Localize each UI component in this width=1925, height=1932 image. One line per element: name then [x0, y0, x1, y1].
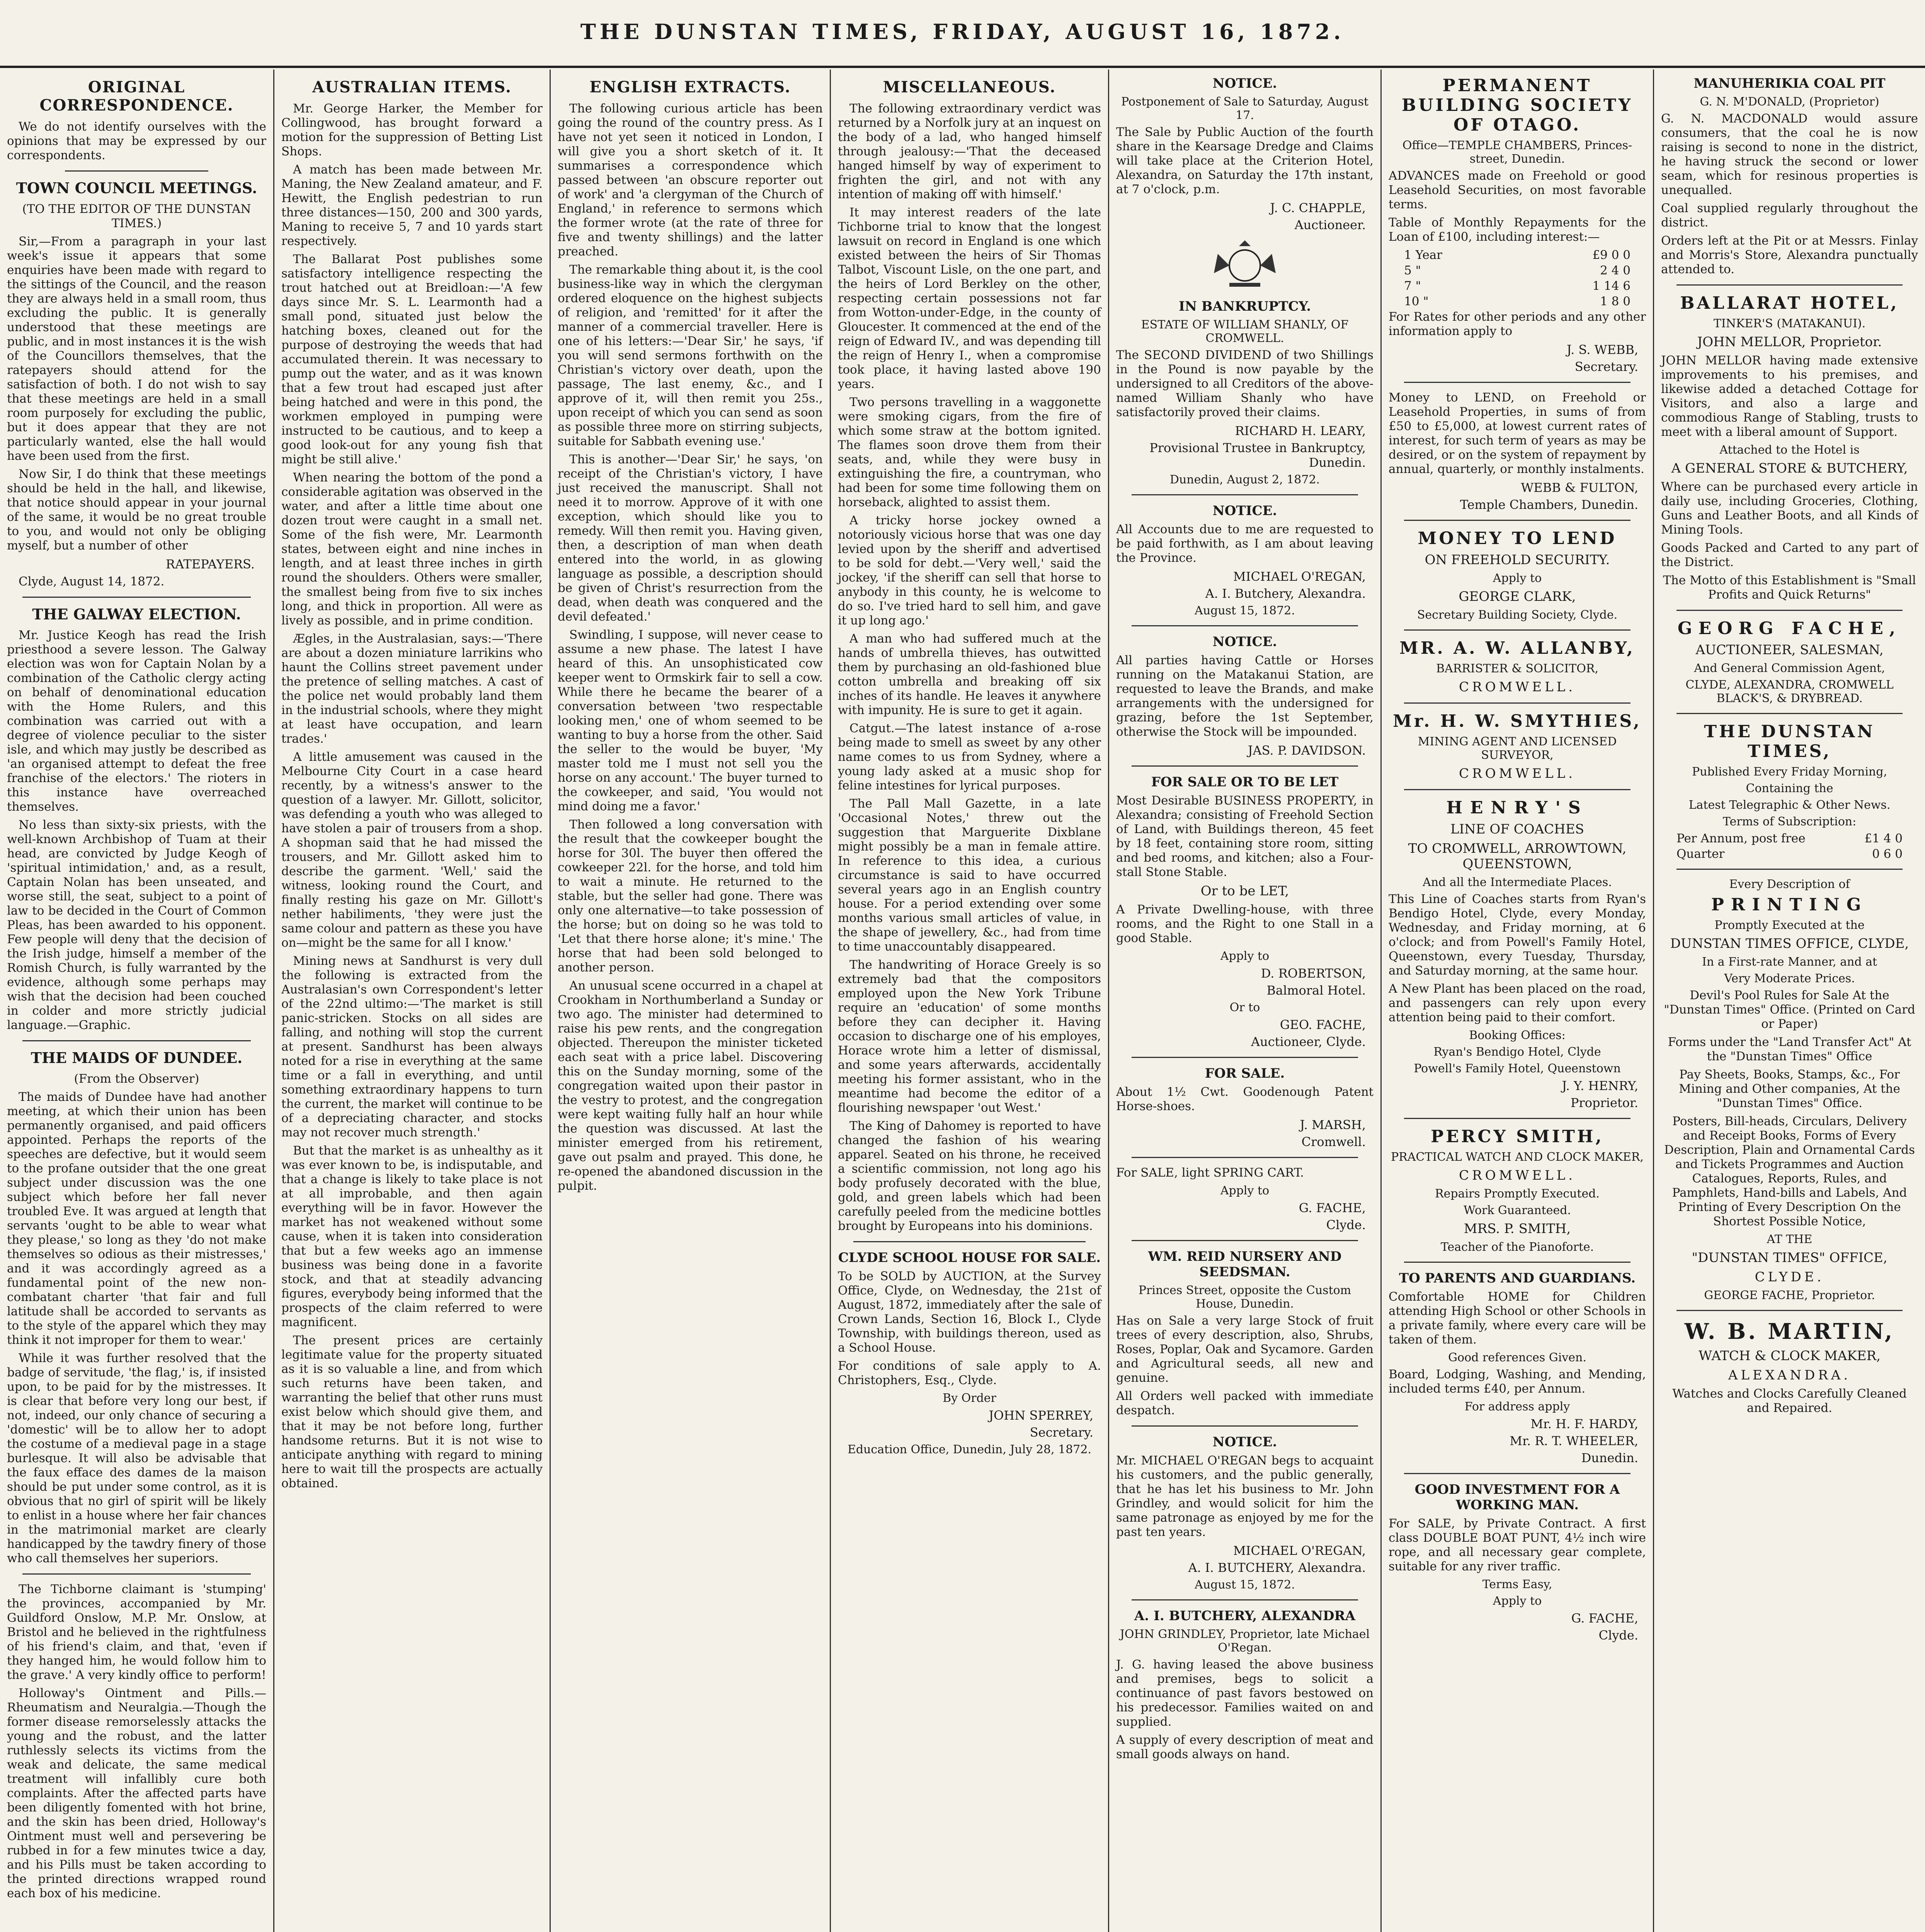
ad-role: Secretary.: [1030, 1425, 1093, 1440]
divider: [1677, 869, 1903, 870]
royal-crest-icon: [1206, 238, 1283, 293]
ad-signature: GEORGE CLARK,: [1459, 589, 1576, 604]
ad-text: Where can be purchased every article in daily use, including Groceries, Clothing, Guns and Leather Boots, and all Kinds of Mining Tools.: [1661, 480, 1918, 537]
divider: [65, 170, 208, 172]
ad-role: A. I. Butchery, Alexandra.: [1205, 586, 1366, 601]
article-paragraph: The handwriting of Horace Greely is so extremely bad that the compositors employed upon the New York Tribune require an 'education' of some months before they can decipher it. Having occasion to discharge one of his employes, Horace wrote him a letter of dismissal, and some years afterwards, accidentally meeting his former assistant, who in the meantime had become the editor of a flourishing newspaper 'out West.': [838, 958, 1101, 1115]
ad-signature: J. Y. HENRY,: [1562, 1078, 1638, 1093]
ad-parents-guardians: [1389, 1270, 1646, 1465]
ad-subheading: JOHN GRINDLEY, Proprietor, late Michael O'Regan.: [1120, 1628, 1370, 1655]
ad-location: CROMWELL.: [1459, 1168, 1576, 1183]
article-paragraph: Sir,—From a paragraph in your last week's issue it appears that some enquiries have been made with regard to the sittings of the Council, and the reason they are always held in a small room, thus excluding the public. It is generally understood that these meetings are public, and in most instances it is the wish of the Councillors themselves, that the ratepayers should attend for the satisfaction of both. I do not wish to say that these meetings are held in a small room purposely for excluding the public, but it does appear that they are not particularly wanted, else the hall would have been used from the first.: [7, 235, 266, 463]
ad-heading: HENRY'S: [1446, 798, 1588, 818]
ad-apply: Apply to: [1493, 1594, 1542, 1608]
ad-signature: G. FACHE,: [1571, 1611, 1638, 1626]
ad-wm-reid-nursery: [1116, 1249, 1374, 1418]
divider: [1404, 1473, 1631, 1474]
column-4: [831, 70, 1109, 1932]
ad-subheading: TO CROMWELL, ARROWTOWN, QUEENSTOWN,: [1408, 841, 1627, 872]
ad-heading: NOTICE.: [1212, 76, 1277, 91]
article-paragraph: The following curious article has been going the round of the country press. As I have not yet seen it noticed in London, I will give you a short sketch of it. It summarises a correspondence which passed between 'an obscure reporter out of work' and 'a clergyman of the Church of England,' in reference to sermons which the former wrote (at the rate of three for five and twenty shillings) and the latter preached.: [558, 102, 823, 259]
repayment-row: 5 " 2 4 0: [1404, 264, 1631, 277]
ad-signature: G. FACHE,: [1299, 1201, 1366, 1215]
ad-date: Dunedin, August 2, 1872.: [1169, 473, 1320, 486]
article-paragraph: No less than sixty-six priests, with the well-known Archbishop of Tuam at their head, are convicted by Judge Keogh of 'spiritual intimidation,' and, as a result, Captain Nolan has been unseated, and worse still, the seat, subject to a point of law to be decided in the Court of Common Pleas, has been awarded to his opponent. Few people will deny that the decision of the Irish judge, himself a member of the Romish Church, is fully warranted by the evidence, although some perhaps may wish that the decision had been couched in colder and more strictly judicial language.—Graphic.: [7, 818, 266, 1032]
ad-for-sale-horseshoes: [1116, 1066, 1374, 1149]
ad-subheading: Princes Street, opposite the Custom House, Dunedin.: [1138, 1284, 1351, 1311]
ad-allanby: [1389, 638, 1646, 695]
divider: [1404, 1262, 1631, 1263]
ad-for-sale-or-let: [1116, 774, 1374, 1049]
divider: [1404, 789, 1631, 790]
ad-subheading: AUCTIONEER, SALESMAN,: [1695, 642, 1884, 658]
ad-heading: PERMANENT BUILDING SOCIETY OF OTAGO.: [1401, 76, 1633, 135]
ad-smythies: [1389, 711, 1646, 781]
ad-location: Clyde.: [1326, 1218, 1366, 1232]
ad-text: Mr. MICHAEL O'REGAN begs to acquaint his customers, and the public generally, that he has let his business to Mr. John Grindley, and would solicit for him the same patronage as enjoyed by me for the past ten years.: [1116, 1454, 1374, 1539]
divider: [1677, 713, 1903, 714]
ad-signature: Mr. R. T. WHEELER,: [1510, 1434, 1638, 1448]
divider: [1404, 382, 1631, 383]
article-paragraph: The Pall Mall Gazette, in a late 'Occasional Notes,' threw out the suggestion that Marguerite Dixblane might possibly be a man in female attire. In reference to this idea, a curious circumstance is said to have occurred several years ago in an English country house. For a period extending over some months various small articles of value, in the shape of jewellery, &c., had from time to time unaccountably disappeared.: [838, 797, 1101, 954]
ad-text: Posters, Bill-heads, Circulars, Delivery and Receipt Books, Forms of Every Description, Plain and Ornamental Cards and Tickets Programmes and Auction Catalogues, Reports, Rules, and Pamphlets, Hand-bills and Labels, And Printing of Every Description On the Shortest Possible Notice,: [1664, 1114, 1915, 1228]
ad-text: JOHN MELLOR having made extensive improvements to his premises, and likewise added a detached Cottage for Visitors, and also a large and commodious Range of Stabling, trusts to meet with a liberal amount of Support.: [1661, 354, 1918, 439]
ad-subheading: Or to be LET,: [1200, 883, 1289, 899]
ad-text: Good references Given.: [1448, 1351, 1586, 1364]
heading-english-extracts: ENGLISH EXTRACTS.: [589, 78, 791, 96]
ad-role: Secretary.: [1574, 359, 1638, 374]
heading-miscellaneous: MISCELLANEOUS.: [883, 78, 1056, 96]
repayment-row: 1 Year £9 0 0: [1404, 248, 1631, 262]
repayment-row: 7 " 1 14 6: [1404, 279, 1631, 293]
ad-text: The Sale by Public Auction of the fourth share in the Kearsage Dredge and Claims will take place at the Criterion Hotel, Alexandra, on Saturday the 17th instant, at 7 o'clock, p.m.: [1116, 125, 1374, 196]
ad-percy-smith: [1389, 1127, 1646, 1254]
ad-ballarat-hotel: [1661, 293, 1918, 602]
ad-manuherikia-coal: [1661, 76, 1918, 277]
ad-location: Temple Chambers, Dunedin.: [1460, 497, 1638, 512]
divider: [1132, 1425, 1358, 1427]
ad-location: Education Office, Dunedin, July 28, 1872.: [847, 1443, 1091, 1456]
divider: [22, 597, 251, 598]
article-paragraph: Two persons travelling in a waggonette were smoking cigars, from the fire of which some straw at the bottom ignited. The flames soon drove them from their seats, and, while they were busy in extinguishing the fire, a countryman, who had been for some time following them on horseback, alighted to assist them.: [838, 395, 1101, 509]
article-paragraph: Holloway's Ointment and Pills.—Rheumatism and Neuralgia.—Though the former disease remorselessly attacks the young and the robust, and the latter ruthlessly selects its victims from the weak and delicate, the same medical treatment will infallibly cure both complaints. After the affected parts have been diligently fomented with hot brine, and the skin has been dried, Holloway's Ointment must well and persevering be rubbed in for a few minutes twice a day, and his Pills must be taken according to the printed directions wrapped round each box of his medicine.: [7, 1686, 266, 1900]
divider: [1677, 284, 1903, 286]
ad-text: J. G. having leased the above business and premises, begs to solicit a continuance of past favors bestowed on his predecessor. Families waited on and supplied.: [1116, 1658, 1374, 1729]
ad-text: For SALE, light SPRING CART.: [1116, 1166, 1304, 1180]
ad-text: A New Plant has been placed on the road, and passengers can rely upon every attention being paid to their comfort.: [1389, 982, 1646, 1024]
divider: [1404, 629, 1631, 631]
ad-role: A. I. BUTCHERY, Alexandra.: [1188, 1560, 1366, 1575]
ad-subheading: MINING AGENT AND LICENSED SURVEYOR,: [1418, 735, 1617, 762]
ad-signature: J. C. CHAPPLE,: [1270, 201, 1366, 215]
article-paragraph: Mining news at Sandhurst is very dull the following is extracted from the Australasian's own Correspondent's letter of the 22nd ultimo:—'The market is still panic-stricken. Stocks on all sides are falling, and nothing will stop the current at present. Sandhurst has been always noted for a rise in everything at the same time or a fall in everything, and until something extraordinary happens to turn the current, the market will continue to be of a depreciating character, and stocks may not recover much strength.': [281, 954, 543, 1139]
ad-subheading: And General Commission Agent,: [1694, 662, 1885, 675]
ad-text: Watches and Clocks Carefully Cleaned and Repaired.: [1672, 1387, 1907, 1415]
ad-location: Dunedin.: [1581, 1451, 1638, 1465]
ad-terms: Terms Easy,: [1482, 1578, 1552, 1591]
ad-heading: FOR SALE.: [1205, 1066, 1285, 1081]
article-paragraph: A little amusement was caused in the Melbourne City Court in a case heard recently, by a witness's answer to the question of a lawyer. Mr. Gillott, solicitor, was defending a youth who was alleged to have stolen a pair of trousers from a shop. A shopman said that he had missed the trousers, and Mr. Gillott asked him to describe the garment. 'Well,' said the witness, looking round the Court, and finally resting his gaze on Mr. Gillott's nether habiliments, 'they were just the same colour and pattern as these you have on—might be the same for all I know.': [281, 750, 543, 950]
ad-heading: GEORG FACHE,: [1677, 619, 1902, 638]
ad-subheading: Containing the: [1746, 782, 1833, 795]
article-paragraph: Then followed a long conversation with the result that the cowkeeper bought the horse for 30l. The buyer then offered the cowkeeper 22l. for the horse, and told him to wait a minute. He returned to the stable, but the seller had gone. There was only one alternative—to take possession of the horse; but on doing so he was told to 'Let that there horse alone; it's mine.' The horse that had been sold belonged to another person.: [558, 818, 823, 975]
divider: [1404, 702, 1631, 704]
ad-heading: THE DUNSTAN TIMES,: [1704, 722, 1875, 761]
ad-heading: PRINTING: [1711, 895, 1868, 915]
ad-subheading: ESTATE OF WILLIAM SHANLY, OF CROMWELL.: [1141, 318, 1349, 345]
ad-notice-postponement: [1116, 76, 1374, 232]
ad-role: Secretary Building Society, Clyde.: [1417, 608, 1618, 622]
ad-henrys-coaches: [1389, 798, 1646, 1110]
ad-text: Powell's Family Hotel, Queenstown: [1414, 1062, 1621, 1075]
ad-heading: NOTICE.: [1212, 1434, 1277, 1450]
ad-text: Repairs Promptly Executed.: [1435, 1187, 1600, 1201]
ad-location: CROMWELL.: [1459, 766, 1576, 781]
subscription-row: Quarter 0 6 0: [1677, 847, 1903, 861]
divider: [853, 1241, 1086, 1242]
article-paragraph: But that the market is as unhealthy as it was ever known to be, is indisputable, and that a change is likely to take place is not at all improbable, and then again everything will be in favor. However the market has not weakened without some cause, when it is taken into consideration that but a few weeks ago an immense business was being done in a favorite stock, and that at steadily advancing figures, everybody being informed that the prospects of the claim referred to were magnificent.: [281, 1144, 543, 1329]
divider: [1132, 625, 1358, 626]
ad-subheading: A GENERAL STORE & BUTCHERY,: [1671, 461, 1908, 476]
heading-town-council: TOWN COUNCIL MEETINGS.: [16, 179, 257, 197]
column-5: [1109, 70, 1382, 1932]
ad-signature: MRS. P. SMITH,: [1464, 1221, 1571, 1236]
ad-signature: WEBB & FULTON,: [1521, 480, 1638, 495]
ad-subheading: PRACTICAL WATCH AND CLOCK MAKER,: [1391, 1150, 1644, 1164]
ad-text: The SECOND DIVIDEND of two Shillings in the Pound is now payable by the undersigned to all Creditors of the above-named William Shanly who have satisfactorily proved their claims.: [1116, 348, 1374, 419]
ad-printing: [1661, 878, 1918, 1302]
divider: [1132, 494, 1358, 495]
ad-text: Coal supplied regularly throughout the district.: [1661, 201, 1918, 230]
ad-signature: D. ROBERTSON,: [1261, 966, 1366, 981]
ad-location: CLYDE, ALEXANDRA, CROMWELL BLACK'S, & DRYBREAD.: [1685, 678, 1894, 705]
divider: [1677, 610, 1903, 611]
ad-text: All Accounts due to me are requested to be paid forthwith, as I am about leaving the Province.: [1116, 522, 1374, 565]
ad-signature: MICHAEL O'REGAN,: [1233, 569, 1366, 584]
ad-subheading: Office—TEMPLE CHAMBERS, Princes-street, Dunedin.: [1402, 139, 1632, 166]
ad-subheading: Postponement of Sale to Saturday, August 17.: [1121, 95, 1368, 122]
divider: [1132, 1240, 1358, 1241]
heading-maids-of-dundee: THE MAIDS OF DUNDEE.: [31, 1049, 243, 1066]
article-paragraph: The Tichborne claimant is 'stumping' the provinces, accompanied by Mr. Guildford Onslow, M.P. Mr. Onslow, at Bristol and he believed in the rightfulness of his friend's claim, and that, 'even if they hanged him, he would follow him to the grave.' A very kindly office to perform!: [7, 1582, 266, 1682]
ad-heading: Mr. H. W. SMYTHIES,: [1393, 711, 1642, 731]
heading-australian-items: AUSTRALIAN ITEMS.: [312, 78, 512, 96]
ad-heading: FOR SALE OR TO BE LET: [1151, 774, 1339, 790]
ad-location: CLYDE.: [1755, 1269, 1825, 1285]
ad-notice-accounts: [1116, 503, 1374, 617]
source-line: (From the Observer): [74, 1072, 199, 1086]
article-paragraph: The remarkable thing about it, is the cool business-like way in which the clergyman ordered eloquence on the highest subjects of religion, and 'remitted' for it after the manner of a commercial traveller. Here is one of his letters:—'Dear Sir,' he says, 'if you will send sermons forthwith on the Christian's victory over death, upon the passage, The last enemy, &c., and I approve of it, will then remit you 25s., upon receipt of which you can send as soon as possible three more on stirring subjects, suitable for Sabbath evening use.': [558, 263, 823, 448]
ad-motto: The Motto of this Establishment is "Small Profits and Quick Returns": [1663, 573, 1916, 602]
ad-subheading: DUNSTAN TIMES OFFICE, CLYDE,: [1670, 936, 1909, 951]
article-paragraph: It may interest readers of the late Tichborne trial to know that the longest lawsuit on record in England is one which existed between the heirs of Sir Thomas Talbot, Viscount Lisle, on the one part, and the heirs of Lord Berkley on the other, respecting certain possessions not far from Wotton-under-Edge, in the county of Gloucester. It commenced at the end of the reign of Edward IV., and was depending till the reign of Henry I., when a compromise took place, it having lasted above 190 years.: [838, 206, 1101, 391]
divider: [22, 1573, 251, 1575]
ad-heading: MANUHERIKIA COAL PIT: [1694, 76, 1886, 91]
article-paragraph: Swindling, I suppose, will never cease to assume a new phase. The latest I have heard of this. An unsophisticated cow keeper went to Ormskirk fair to sell a cow. While there he became the bearer of a conversation between 'two respectable looking men,' one of whom seemed to be wanting to buy a horse from the other. Said the seller to the would be buyer, 'My master told me I must not sell you the horse on any account.' The buyer turned to the cowkeeper, and said, 'You would not mind doing me a favor.': [558, 628, 823, 813]
ad-or: Or to: [1229, 1001, 1260, 1014]
masthead-title: THE DUNSTAN TIMES, FRIDAY, AUGUST 16, 1872.: [580, 19, 1345, 44]
ad-subheading: LINE OF COACHES: [1450, 821, 1584, 837]
editor-line: (TO THE EDITOR OF THE DUNSTAN TIMES.): [22, 202, 251, 230]
ad-text: Devil's Pool Rules for Sale At the "Dunstan Times" Office. (Printed on Card or Paper): [1664, 988, 1915, 1031]
ad-subheading: ON FREEHOLD SECURITY.: [1425, 552, 1610, 568]
ad-heading: BALLARAT HOTEL,: [1680, 293, 1899, 313]
ad-money-to-lend-webb: [1389, 391, 1646, 512]
article-paragraph: A man who had suffered much at the hands of umbrella thieves, has outwitted them by purchasing an old-fashioned blue cotton umbrella and breaking off six inches of its handle. He leaves it anywhere with impunity. He is sure to get it again.: [838, 632, 1101, 717]
ad-permanent-building-society: [1389, 76, 1646, 374]
ad-date: August 15, 1872.: [1195, 1578, 1295, 1592]
ad-apply: For address apply: [1464, 1400, 1570, 1413]
ad-signature: J. S. WEBB,: [1566, 342, 1638, 357]
ad-text: G. N. MACDONALD would assure consumers, that the coal he is now raising is second to none in the district, he having struck the second or lower seam, which for resinous properties is unequalled.: [1661, 112, 1918, 197]
ad-signature: GEO. FACHE,: [1280, 1017, 1366, 1032]
article-paragraph: Mr. George Harker, the Member for Collingwood, has brought forward a motion for the suppression of Betting List Shops.: [281, 102, 543, 158]
article-paragraph: This is another—'Dear Sir,' he says, 'on receipt of the Christian's victory, I have just received the manuscript. Shall not need it to morrow. Approve of it with one exception, which should like you to remedy. Will then remit you. Having given, then, a description of man when death entered into the world, in as glowing language as possible, a description should be given of Christ's resurrection from the dead, when death was conquered and the devil defeated.': [558, 452, 823, 624]
ad-role: Provisional Trustee in Bankruptcy, Dunedin.: [1149, 440, 1366, 470]
ad-good-investment: [1389, 1482, 1646, 1643]
ad-text: Money to LEND, on Freehold or Leasehold Properties, in sums of from £50 to £5,000, at lowest current rates of interest, for such term of years as may be desired, or on the system of repayment by annual, quarterly, or monthly instalments.: [1389, 391, 1646, 476]
ad-text: Orders left at the Pit or at Messrs. Finlay and Morris's Store, Alexandra punctually attended to.: [1661, 234, 1918, 276]
ad-text: Has on Sale a very large Stock of fruit trees of every description, also, Shrubs, Roses, Poplar, Oak and Sycamore. Garden and Agricultural seeds, all new and genuine.: [1116, 1314, 1374, 1385]
article-paragraph: The present prices are certainly legitimate value for the property situated as it is so valuable a line, and from which such returns have been taken, and warranting the belief that other runs must exist below which should give them, and that it may be not before long, further handsome returns. But it is not wise to anticipate anything with regard to mining here to wait till the prospects are actually obtained.: [281, 1333, 543, 1490]
ad-heading: MR. A. W. ALLANBY,: [1399, 638, 1635, 658]
ad-apply: Apply to: [1220, 1184, 1270, 1197]
ad-subheading: Very Moderate Prices.: [1724, 972, 1855, 985]
divider: [1132, 1599, 1358, 1600]
ad-heading: GOOD INVESTMENT FOR A WORKING MAN.: [1414, 1482, 1620, 1513]
ad-text: Ryan's Bendigo Hotel, Clyde: [1433, 1045, 1601, 1059]
ad-role: Auctioneer.: [1294, 218, 1366, 232]
ad-signature: Mr. H. F. HARDY,: [1530, 1417, 1638, 1431]
ad-text: Most Desirable BUSINESS PROPERTY, in Alexandra; consisting of Freehold Section of Land, with Buildings thereon, 45 feet by 18 feet, containing store room, sitting and bed rooms, and kitchen; also a Four-stall Stone Stable.: [1116, 794, 1374, 879]
ad-heading: IN BANKRUPTCY.: [1178, 299, 1311, 314]
article-paragraph: The Ballarat Post publishes some satisfactory intelligence respecting the trout hatched out at Breidloan:—'A few days since Mr. S. L. Learmonth had a small pond, situated just below the hatching boxes, cleaned out for the purpose of destroying the weeds that had accumulated therein. It was necessary to pump out the water, and as it was known that a few trout had escaped just after being hatched and were in this pond, the workmen employed in pumping were instructed to be cautious, and to keep a good look-out for any young fish that might be still alive.': [281, 252, 543, 466]
article-paragraph: The following extraordinary verdict was returned by a Norfolk jury at an inquest on the body of a lad, who hanged himself through jealousy:—'That the deceased hanged himself by way of experiment to frighten the girl, and not with any intention of making off with himself.': [838, 102, 1101, 201]
ad-heading: CLYDE SCHOOL HOUSE FOR SALE.: [838, 1250, 1101, 1265]
subscription-row: Per Annum, post free £1 4 0: [1677, 832, 1903, 845]
ad-ai-butchery: [1116, 1608, 1374, 1762]
article-paragraph: The maids of Dundee have had another meeting, at which their union has been permanently organised, and paid officers appointed. Perhaps the reports of the speeches are defective, but it would seem to the profane outsider that the one great subject under discussion was the one subject which before her fall never troubled Eve. It was argued at length that servants 'ought to be able to wear what they please,' so long as they 'do not make themselves so odious as their mistresses,' and it was accordingly agreed as a fundamental point of the new non-combatant charter 'that fair and full latitude shall be accorded to servants as to the style of the apparel which they may think it not improper for them to wear.': [7, 1090, 266, 1347]
ad-text: Forms under the "Land Transfer Act" At the "Dunstan Times" Office: [1668, 1035, 1911, 1063]
article-paragraph: A tricky horse jockey owned a notoriously vicious horse that was one day levied upon by the sheriff and advertised to be sold for debt.—'Very well,' said the jockey, 'if the sheriff can sell that horse to anybody in this county, he is welcome to do so. I've tried hard to sell him, and gave it up long ago.': [838, 514, 1101, 628]
ad-georg-fache: [1661, 619, 1918, 705]
ad-text: Work Guaranteed.: [1464, 1204, 1571, 1217]
ad-heading: PERCY SMITH,: [1431, 1127, 1604, 1146]
ad-text: For Rates for other periods and any other information apply to: [1389, 310, 1646, 338]
article-paragraph: Now Sir, I do think that these meetings should be held in the hall, and likewise, that notice should appear in your journal of the same, it would be no great trouble to you, and would not only be obliging myself, but a number of other: [7, 467, 266, 553]
divider: [1132, 765, 1358, 767]
ad-signature: JOHN SPERREY,: [989, 1408, 1093, 1423]
ad-text: For conditions of sale apply to A. Christophers, Esq., Clyde.: [838, 1359, 1101, 1387]
ad-subheading: Booking Offices:: [1469, 1029, 1566, 1042]
ad-bankruptcy: [1116, 299, 1374, 486]
ad-subheading: Published Every Friday Morning,: [1692, 765, 1887, 779]
ad-subheading: And all the Intermediate Places.: [1423, 876, 1612, 889]
ad-text: Comfortable HOME for Children attending High School or other Schools in a private family, where every care will be taken of them.: [1389, 1290, 1646, 1347]
ad-text: ADVANCES made on Freehold or good Leasehold Securities, on most favorable terms.: [1389, 169, 1646, 211]
ad-heading: A. I. BUTCHERY, ALEXANDRA: [1134, 1608, 1356, 1624]
ad-text: A Private Dwelling-house, with three rooms, and the Right to one Stall in a good Stable.: [1116, 903, 1374, 945]
article-paragraph: The King of Dahomey is reported to have changed the fashion of his wearing apparel. Seated on his throne, he received a scientific commission, not long ago his body profusely decorated with the blue, gold, and green labels which had been carefully peeled from the medicine bottles brought by Europeans into his dominions.: [838, 1119, 1101, 1233]
ad-heading: WM. REID NURSERY AND SEEDSMAN.: [1148, 1249, 1342, 1280]
ad-text: All Orders well packed with immediate despatch.: [1116, 1389, 1374, 1417]
ad-signature: JAS. P. DAVIDSON.: [1248, 743, 1366, 758]
article-paragraph: Mr. Justice Keogh has read the Irish priesthood a severe lesson. The Galway election was won for Captain Nolan by a combination of the Catholic clergy acting on behalf of denominational education with the Home Rulers, and this combination was carried out with a degree of violence peculiar to the sister isle, and which may justly be described as 'an organised attempt to defeat the free franchise of the electors.' The rioters in this instance have overreached themselves.: [7, 628, 266, 814]
ad-signature: MICHAEL O'REGAN,: [1233, 1543, 1366, 1558]
ad-subheading: Promptly Executed at the: [1714, 918, 1865, 932]
ad-subheading: Every Description of: [1729, 878, 1850, 891]
ad-subheading: TINKER'S (MATAKANUI).: [1713, 317, 1866, 330]
article-paragraph: An unusual scene occurred in a chapel at Crookham in Northumberland a Sunday or two ago. The minister had determined to raise his pew rents, and the congregation objected. Thereupon the minister ticketed each seat with a price label. Discovering this on the Sunday morning, some of the congregation waited upon their pastor in the vestry to protest, and the congregation were kept waiting fully half an hour while the question was discussed. At last the minister emerged from his retirement, gave out psalm and prayed. This done, he re-opened the abandoned discussion in the pulpit.: [558, 979, 823, 1193]
column-3: [551, 70, 831, 1932]
ad-text: For SALE, by Private Contract. A first class DOUBLE BOAT PUNT, 4½ inch wire rope, and all necessary gear complete, suitable for any river traffic.: [1389, 1517, 1646, 1573]
divider: [1132, 1157, 1358, 1158]
ad-text: To be SOLD by AUCTION, at the Survey Office, Clyde, on Wednesday, the 21st of August, 1872, immediately after the sale of Crown Lands, Section 16, Block I., Clyde Township, with buildings thereon, used as a School House.: [838, 1269, 1101, 1355]
column-2: [274, 70, 551, 1932]
dateline: Clyde, August 14, 1872.: [19, 575, 165, 588]
column-6: [1382, 70, 1654, 1932]
ad-apply: Apply to: [1220, 949, 1270, 963]
ad-subheading: Terms of Subscription:: [1722, 815, 1857, 828]
ad-subheading: AT THE: [1767, 1233, 1813, 1246]
ad-money-to-lend-clark: [1389, 529, 1646, 622]
article-paragraph: Ægles, in the Australasian, says:—'There are about a dozen miniature larrikins who haunt the Collins street pavement under the pretence of selling matches. A cast of the police net would probably land them in the industrial schools, where they might at least have occupation, and learn trades.': [281, 632, 543, 746]
ad-text: A supply of every description of meat and small goods always on hand.: [1116, 1733, 1374, 1761]
column-1: [0, 70, 274, 1932]
heading-original-correspondence: ORIGINAL CORRESPONDENCE.: [39, 78, 234, 114]
article-paragraph: When nearing the bottom of the pond a considerable agitation was observed in the water, and after a little time about one dozen trout were caught in a small net. Some of the fish were, Mr. Learmonth states, between eight and nine inches in length, and at least three inches in girth round the shoulders. Others were smaller, the smallest being from five to six inches long, and thick in proportion. All were as lively as possible, and in prime condition.: [281, 471, 543, 628]
ad-role: Proprietor.: [1570, 1095, 1638, 1110]
ad-heading: NOTICE.: [1212, 634, 1277, 650]
ad-subheading: "DUNSTAN TIMES" OFFICE,: [1692, 1250, 1888, 1265]
ad-date: August 15, 1872.: [1195, 604, 1295, 617]
divider: [1404, 520, 1631, 521]
ad-signature: GEORGE FACHE, Proprietor.: [1704, 1289, 1875, 1302]
ad-location: Cromwell.: [1301, 1134, 1366, 1149]
ad-subheading: G. N. M'DONALD, (Proprietor): [1700, 95, 1879, 109]
ad-apply: Apply to: [1493, 571, 1542, 585]
ad-heading: TO PARENTS AND GUARDIANS.: [1399, 1270, 1636, 1286]
ad-by-order: By Order: [943, 1391, 996, 1405]
ad-dunstan-times: [1661, 722, 1918, 861]
ad-subheading: WATCH & CLOCK MAKER,: [1699, 1348, 1881, 1364]
ad-role: Teacher of the Pianoforte.: [1440, 1240, 1594, 1254]
ad-text: About 1½ Cwt. Goodenough Patent Horse-shoes.: [1116, 1085, 1374, 1113]
ad-notice-cattle: [1116, 634, 1374, 758]
ad-text: Goods Packed and Carted to any part of the District.: [1661, 541, 1918, 569]
ad-text: Pay Sheets, Books, Stamps, &c., For Mining and Other companies, At the "Dunstan Times" Office.: [1679, 1068, 1900, 1110]
ad-heading: MONEY TO LEND: [1418, 529, 1617, 548]
ad-text: Board, Lodging, Washing, and Mending, included terms £40, per Annum.: [1389, 1367, 1646, 1396]
ad-text: All parties having Cattle or Horses running on the Matakanui Station, are requested to leave the Brands, and make arrangements with the undersigned for grazing, before the 1st September, otherwise the Stock will be impounded.: [1116, 653, 1374, 739]
ad-subheading: Latest Telegraphic & Other News.: [1688, 798, 1891, 812]
ad-spring-cart: [1116, 1166, 1374, 1232]
divider: [1132, 1057, 1358, 1058]
ad-subheading: In a First-rate Manner, and at: [1702, 955, 1877, 969]
ad-heading: W. B. MARTIN,: [1684, 1319, 1895, 1344]
disclaimer-text: We do not identify ourselves with the opinions that may be expressed by our correspondents.: [7, 120, 266, 162]
ad-signature: RICHARD H. LEARY,: [1235, 423, 1366, 438]
ad-text: This Line of Coaches starts from Ryan's Bendigo Hotel, Clyde, every Monday, Wednesday, and Friday morning, at 6 o'clock; and from Powell's Family Hotel, Queenstown, every Tuesday, Thursday, and Saturday morning, at the same hour.: [1389, 892, 1646, 978]
divider: [22, 1040, 251, 1041]
ad-signature: JOHN MELLOR, Proprietor.: [1697, 334, 1882, 350]
heading-galway-election: THE GALWAY ELECTION.: [32, 605, 241, 623]
ad-wb-martin: [1661, 1319, 1918, 1415]
divider: [1404, 1118, 1631, 1119]
article-paragraph: Catgut.—The latest instance of a-rose being made to smell as sweet by any other name comes to us from Sydney, where a young lady asked at a music shop for feline intestines for lyrical purposes.: [838, 721, 1101, 793]
ad-location: Clyde.: [1598, 1628, 1638, 1643]
ad-text: Table of Monthly Repayments for the Loan of £100, including interest:—: [1389, 216, 1646, 244]
ad-signature: J. MARSH,: [1300, 1117, 1366, 1132]
ad-location: CROMWELL.: [1459, 679, 1576, 695]
divider: [1677, 1310, 1903, 1311]
ad-text: Attached to the Hotel is: [1719, 443, 1860, 457]
ad-role: Balmoral Hotel.: [1266, 983, 1366, 998]
ad-notice-oregan: [1116, 1434, 1374, 1592]
article-paragraph: A match has been made between Mr. Maning, the New Zealand amateur, and F. Hewitt, the English pedestrian to run three distances—150, 200 and 300 yards, Maning to receive 5, 7 and 10 yards start respectively.: [281, 163, 543, 248]
column-7: [1654, 70, 1925, 1932]
signature: RATEPAYERS.: [165, 557, 255, 571]
masthead: [0, 0, 1925, 68]
ad-role: Auctioneer, Clyde.: [1251, 1034, 1366, 1049]
ad-subheading: BARRISTER & SOLICITOR,: [1436, 662, 1598, 675]
ad-heading: NOTICE.: [1212, 503, 1277, 519]
article-paragraph: While it was further resolved that the badge of servitude, 'the flag,' is, if insisted upon, to be paid for by the mistresses. It is clear that before very long our best, if not, indeed, our only chance of securing a 'domestic' will be to allow her to adopt the costume of a medieval page in a stage burlesque. It will also be advisable that the faux efface des dames de la maison should be put under some control, as it is obvious that no girl of spirit will be likely to enlist in a house where her fair chances in the matrimonial market are clearly handicapped by the tawdry finery of those who call themselves her superiors.: [7, 1351, 266, 1565]
ad-clyde-school-house: [838, 1250, 1101, 1456]
ad-location: ALEXANDRA.: [1728, 1367, 1851, 1383]
repayment-row: 10 " 1 8 0: [1404, 294, 1631, 308]
